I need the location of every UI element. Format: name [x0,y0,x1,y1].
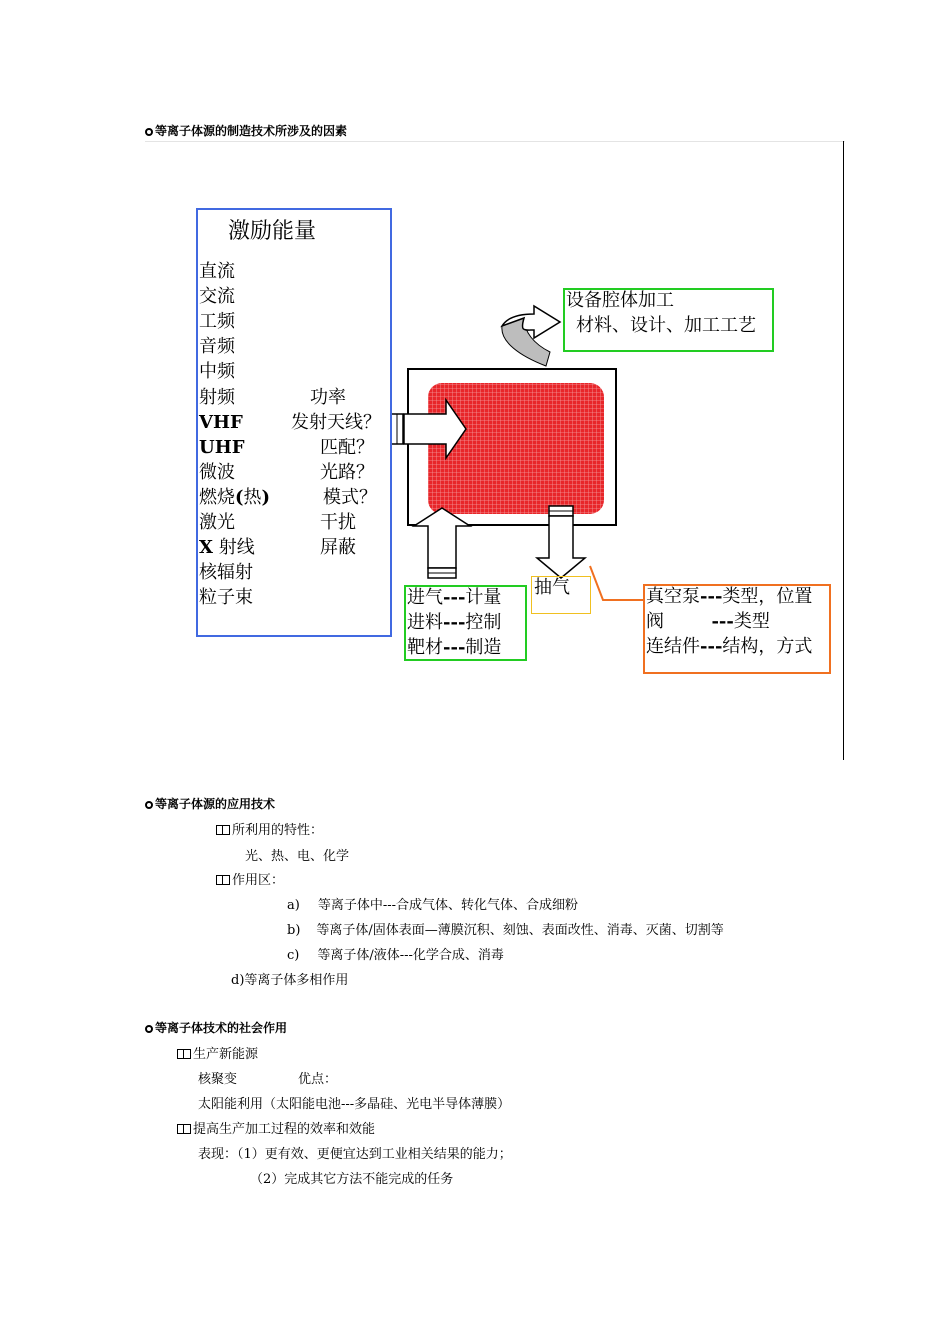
zones-label: 作用区： [216,869,284,888]
properties-label: 所利用的特性： [216,819,323,838]
excitation-item: 音频 [199,336,235,358]
excitation-concern: 屏蔽 [320,537,356,559]
excitation-item: VHF [199,411,243,433]
advantage-text: 优点： [298,1072,338,1087]
excitation-concern: 干扰 [320,512,356,533]
efficiency-label: 提高生产加工过程的效率和效能 [177,1118,375,1137]
zone-b: b) 等离子体/固体表面—薄膜沉积、刻蚀、表面改性、消毒、灭菌、切割等 [287,923,724,938]
new-energy-label: 生产新能源 [177,1043,258,1062]
fusion-text: 核聚变 [198,1072,238,1087]
excitation-concern: 模式？ [323,486,377,508]
excitation-item: 激光 [199,512,235,533]
chamber-box-line1: 设备腔体加工 [566,290,674,311]
target-line: 靶材---制造 [407,637,502,658]
excitation-item: UHF [199,436,245,458]
excitation-item: 射频 [199,386,235,408]
valve-line: 阀 ---类型 [646,611,770,632]
book-icon [216,825,230,835]
excitation-item: 燃烧(热) [199,486,271,508]
bullet-icon [145,1025,153,1033]
zone-d: d)等离子体多相作用 [231,973,349,988]
vacuum-connector-line [590,566,643,600]
performance-line1: 表现：（1）更有效、更便宜达到工业相关结果的能力； [198,1147,512,1162]
bullet-icon [145,801,153,809]
excitation-item: X 射线 [199,537,255,559]
section3-title: 等离子体技术的社会作用 [145,1019,287,1036]
book-icon [177,1124,191,1134]
excitation-concern: 匹配？ [320,436,374,458]
section1-title: 等离子体源的制造技术所涉及的因素 [145,122,347,139]
section2-title: 等离子体源的应用技术 [145,795,275,812]
feed-line: 进料---控制 [407,612,502,633]
excitation-item: 微波 [199,461,235,483]
solar-text: 太阳能利用（太阳能电池---多晶硅、光电半导体薄膜） [198,1097,511,1112]
plasma-region [428,383,604,514]
vacuum-pump-line: 真空泵---类型，位置 [646,586,813,607]
excitation-item: 交流 [199,286,235,308]
pump-label: 抽气 [534,577,570,598]
excitation-concern: 光路？ [320,461,374,483]
excitation-item: 工频 [199,311,235,333]
excitation-concern: 发射天线？ [291,411,381,433]
book-icon [216,875,230,885]
zone-c: c) 等离子体/液体---化学合成、消毒 [287,948,504,963]
performance-line2: （2）完成其它方法不能完成的任务 [250,1172,454,1187]
properties-text: 光、热、电、化学 [245,849,350,864]
excitation-item: 核辐射 [199,562,253,584]
excitation-title: 激励能量 [228,219,317,244]
zone-a: a) 等离子体中---合成气体、转化气体、合成细粉 [287,898,579,913]
excitation-concern: 功率 [310,386,346,408]
excitation-item: 直流 [199,261,235,282]
excitation-item: 粒子束 [199,587,253,609]
gas-inlet-line: 进气---计量 [407,587,502,608]
book-icon [177,1049,191,1059]
connector-line: 连结件---结构，方式 [646,636,813,657]
excitation-item: 中频 [199,361,235,383]
chamber-box-line2: 材料、设计、加工工艺 [576,315,756,336]
